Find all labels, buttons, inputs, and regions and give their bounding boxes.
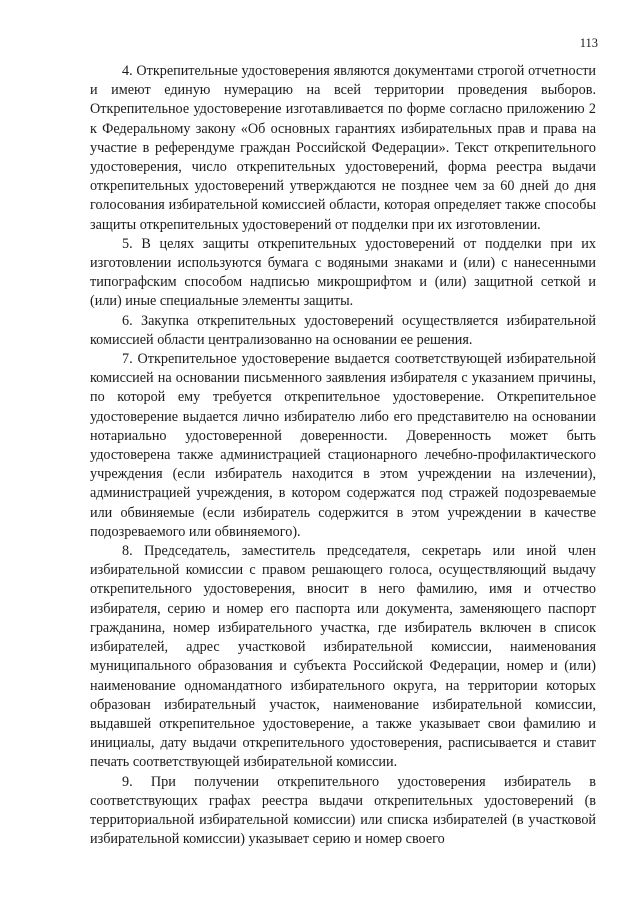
- paragraph-7: 7. Открепительное удостоверение выдается соответствующей избирательной комиссией на основании письменного заявления избирателя с указанием причины, по которой ему требуется открепительное удостоверение. Открепительное удостоверение выдается лично избирателю либо его представителю на основании нотариально удостоверенной доверенности. Доверенность может быть удостоверена также администрацией стационарного лечебно-профилактического учреждения (если избиратель находится в этом учреждении на излечении), администрацией учреждения, в котором содержатся под стражей подозреваемые или обвиняемые (если избиратель содержится в этом учреждении в качестве подозреваемого или обвиняемого).: [90, 351, 596, 540]
- paragraph-4: 4. Открепительные удостоверения являются документами строгой отчетности и имеют единую нумерацию на всей территории проведения выборов. Открепительное удостоверение изготавливается по форме согласно приложению 2 к Федеральному закону «Об основных гарантиях избирательных прав и права на участие в референдуме граждан Российской Федерации». Текст открепительного удостоверения, число открепительных удостоверений, форма реестра выдачи открепительных удостоверений утверждаются не позднее чем за 60 дней до дня голосования избирательной комиссией области, которая определяет также способы защиты открепительных удостоверений от подделки при их изготовлении.: [90, 63, 596, 233]
- page-number: 113: [579, 36, 598, 50]
- paragraph-5: 5. В целях защиты открепительных удостоверений от подделки при их изготовлении используются бумага с водяными знаками и (или) с нанесенными типографским способом надписью микрошрифтом и (или) защитной сеткой и (или) иные специальные элементы защиты.: [90, 235, 596, 310]
- document-body: [90, 62, 596, 849]
- paragraph-8: 8. Председатель, заместитель председателя, секретарь или иной член избирательной комиссии с правом решающего голоса, осуществляющий выдачу открепительного удостоверения, вносит в него фамилию, имя и отчество избирателя, серию и номер его паспорта или документа, заменяющего паспорт гражданина, номер избирательного участка, где избиратель включен в список избирателей, адрес участковой избирательной комиссии, наименования муниципального образования и субъекта Российской Федерации, номер и (или) наименование одномандатного избирательного округа, на территории которых образован избирательный участок, наименование избирательной комиссии, выдавшей открепительное удостоверение, а также указывает свои фамилию и инициалы, дату выдачи открепительного удостоверения, расписывается и ставит печать соответствующей избирательной комиссии.: [90, 543, 596, 771]
- paragraph-9: 9. При получении открепительного удостоверения избиратель в соответствующих графах реестра выдачи открепительных удостоверений (в территориальной избирательной комиссии) или списка избирателей (в участковой избирательной комиссии) указывает серию и номер своего: [90, 773, 596, 848]
- paragraph-6: 6. Закупка открепительных удостоверений осуществляется избирательной комиссией области централизованно на основании ее решения.: [90, 312, 596, 348]
